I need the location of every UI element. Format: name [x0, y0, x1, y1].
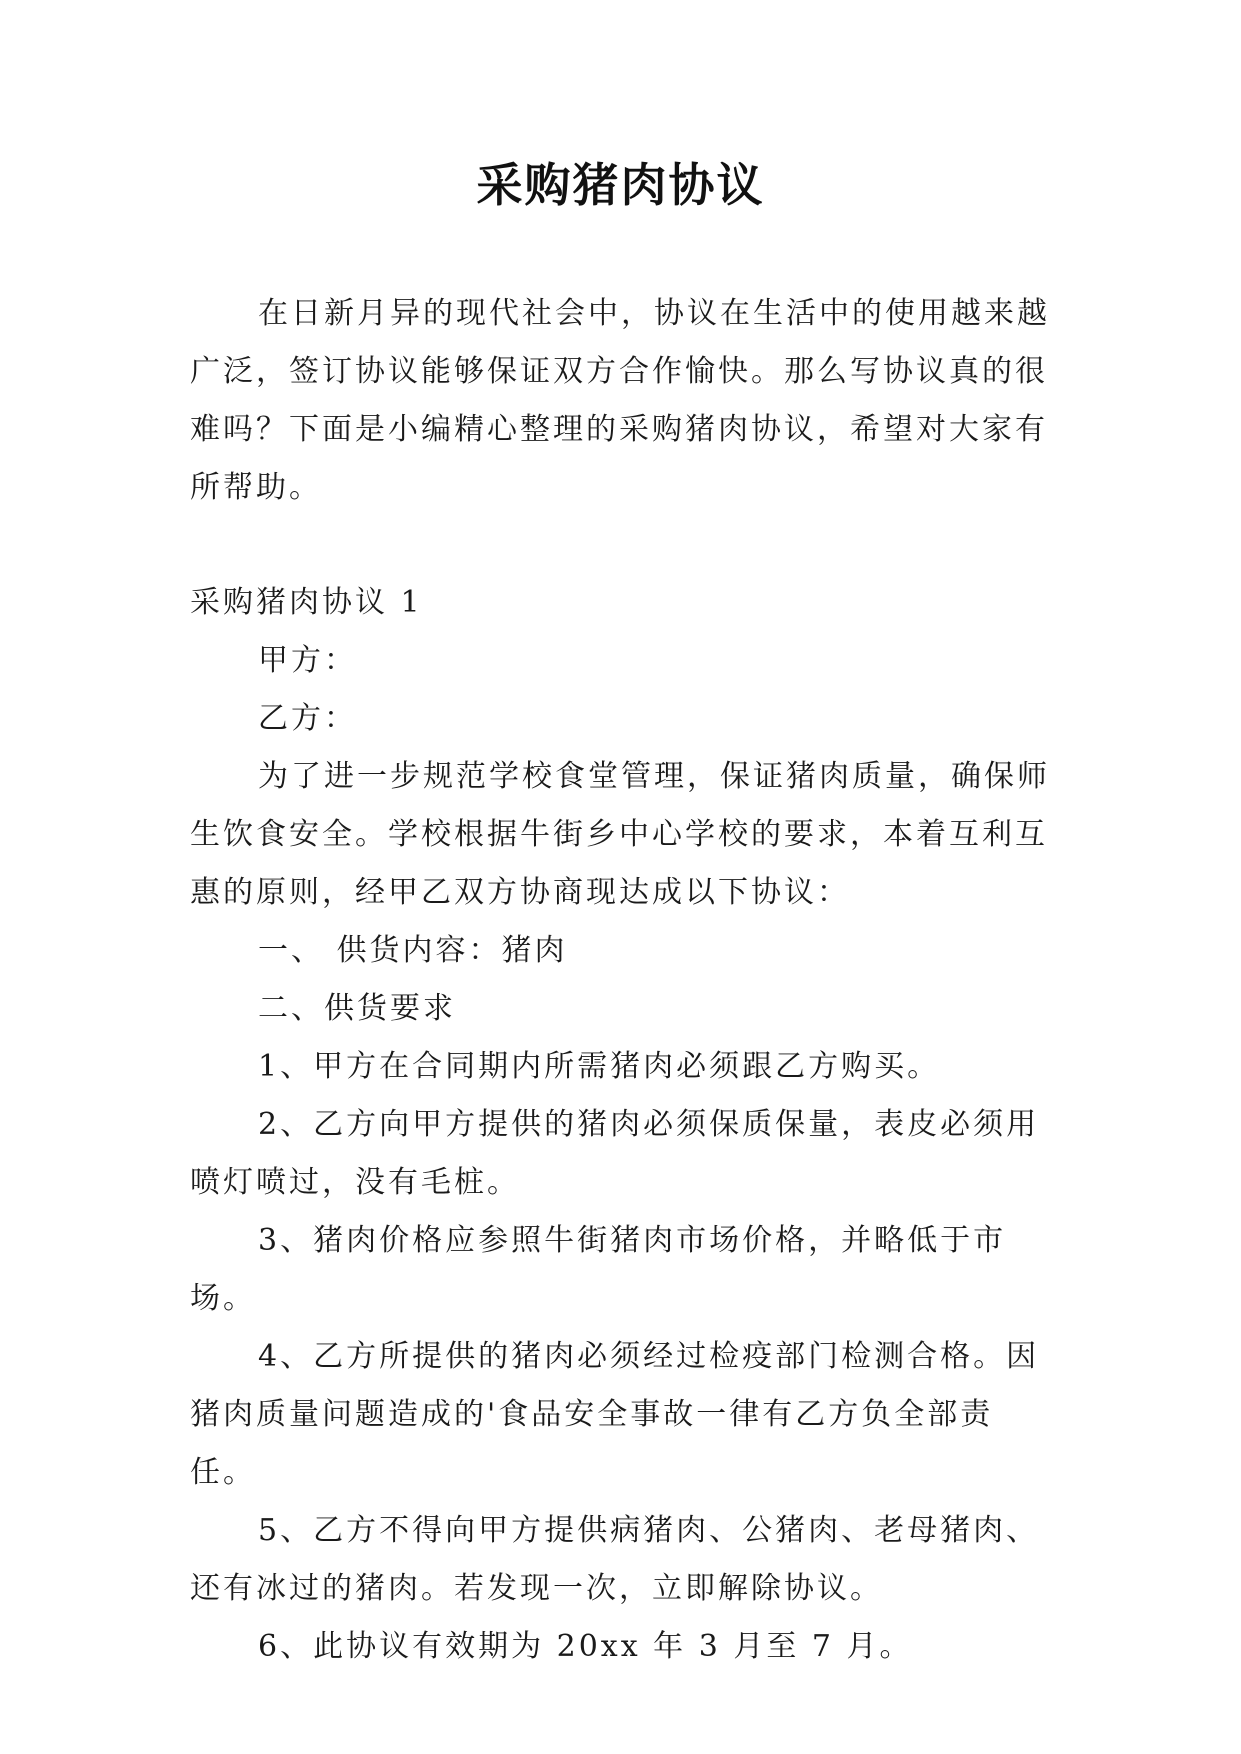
party-a-line: 甲方： — [258, 643, 357, 678]
requirement-item-6: 6、此协议有效期为 20xx 年 3 月至 7 月。 — [258, 1629, 913, 1664]
requirement-item-3: 3、猪肉价格应参照牛街猪肉市场价格，并略低于市场。 — [190, 1223, 1007, 1316]
intro-paragraph: 在日新月异的现代社会中，协议在生活中的使用越来越广泛，签订协议能够保证双方合作愉快。那么写协议真的很难吗？下面是小编精心整理的采购猪肉协议，希望对大家有所帮助。 — [190, 296, 1050, 505]
requirement-item-2: 2、乙方向甲方提供的猪肉必须保质保量，表皮必须用喷灯喷过，没有毛桩。 — [190, 1107, 1040, 1200]
clause-supply-content: 一、 供货内容：猪肉 — [258, 933, 568, 968]
party-b-line: 乙方： — [258, 701, 357, 736]
requirement-item-1: 1、甲方在合同期内所需猪肉必须跟乙方购买。 — [258, 1049, 941, 1084]
requirement-item-4: 4、乙方所提供的猪肉必须经过检疫部门检测合格。因猪肉质量问题造成的'食品安全事故一律有乙方负全部责任。 — [190, 1339, 1040, 1490]
requirement-item-5: 5、乙方不得向甲方提供病猪肉、公猪肉、老母猪肉、还有冰过的猪肉。若发现一次，立即解除协议。 — [190, 1513, 1040, 1606]
agreement-section — [190, 574, 1050, 1676]
preamble-paragraph: 为了进一步规范学校食堂管理，保证猪肉质量，确保师生饮食安全。学校根据牛街乡中心学校的要求，本着互利互惠的原则，经甲乙双方协商现达成以下协议： — [190, 759, 1050, 910]
section-heading: 采购猪肉协议 1 — [190, 585, 423, 620]
document-title: 采购猪肉协议 — [476, 158, 765, 212]
clause-supply-requirements: 二、供货要求 — [258, 991, 456, 1026]
intro-block — [190, 285, 1050, 517]
